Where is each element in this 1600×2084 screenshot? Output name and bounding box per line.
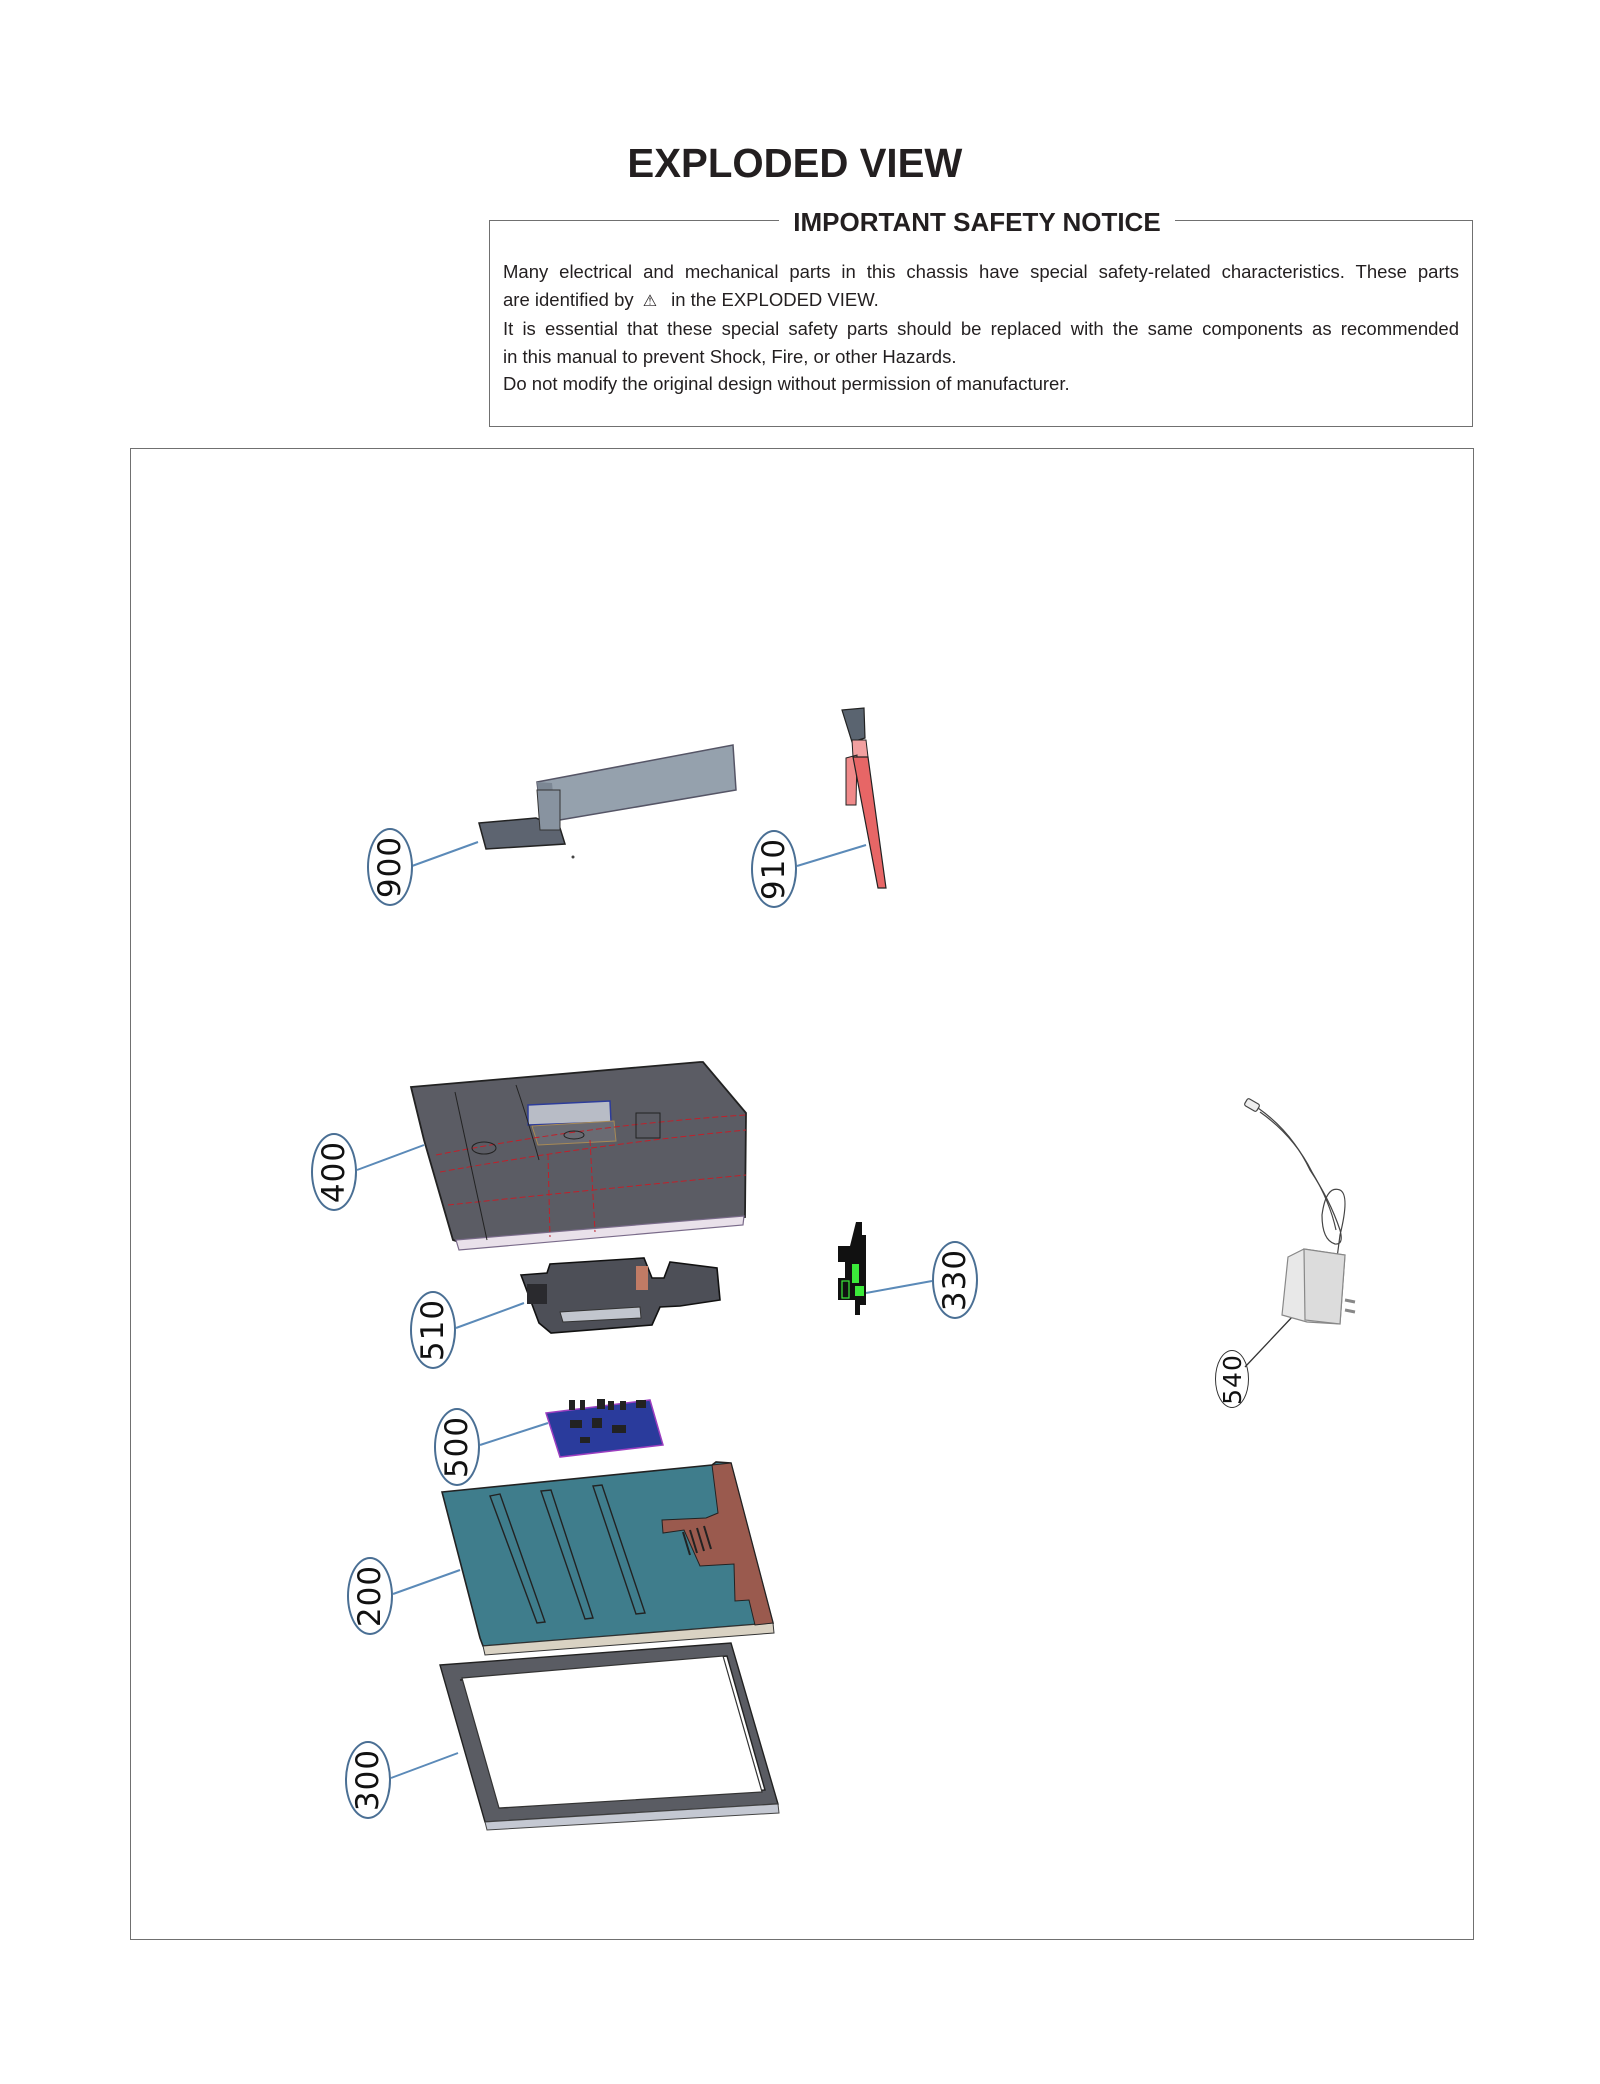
leader-line-540 bbox=[1245, 1315, 1294, 1367]
callout-910-label: 910 bbox=[756, 837, 793, 901]
leader-line-910 bbox=[797, 845, 866, 866]
callout-330-label: 330 bbox=[937, 1248, 974, 1312]
callout-910[interactable] bbox=[751, 830, 797, 908]
notice-line-2-end: in the EXPLODED VIEW. bbox=[671, 288, 879, 310]
part-200-lcd-panel bbox=[442, 1462, 774, 1655]
callout-540-label: 540 bbox=[1217, 1353, 1247, 1405]
page-title-text: EXPLODED VIEW bbox=[627, 140, 963, 186]
part-400-back-cover bbox=[411, 1062, 746, 1250]
notice-line-2-start: are identified by bbox=[503, 288, 634, 310]
callout-900[interactable] bbox=[367, 828, 413, 906]
part-910-stand-arm bbox=[842, 708, 886, 888]
part-900-stand-neck bbox=[479, 745, 736, 859]
part-540-ac-adapter bbox=[1244, 1098, 1355, 1324]
notice-line-5: Do not modify the original design without permission of manufacturer. bbox=[503, 373, 1070, 394]
leader-line-900 bbox=[412, 842, 478, 866]
leader-line-510 bbox=[456, 1303, 524, 1328]
warning-triangle-icon: ⚠ bbox=[642, 292, 658, 310]
part-500-main-board bbox=[546, 1399, 663, 1457]
safety-notice-title-text: IMPORTANT SAFETY NOTICE bbox=[779, 207, 1174, 237]
part-330-key-board bbox=[838, 1222, 866, 1315]
callout-540[interactable] bbox=[1215, 1350, 1249, 1408]
callout-900-label: 900 bbox=[372, 835, 409, 899]
notice-line-4: in this manual to prevent Shock, Fire, or other Hazards. bbox=[503, 345, 957, 367]
part-510-power-board bbox=[521, 1258, 720, 1333]
callout-510-label: 510 bbox=[415, 1298, 452, 1362]
callout-200[interactable] bbox=[347, 1557, 393, 1635]
callout-330[interactable] bbox=[932, 1241, 978, 1319]
notice-line-1: Many electrical and mechanical parts in this chassis have special safety-related characteristics. These parts bbox=[503, 261, 1459, 282]
callout-500-label: 500 bbox=[439, 1415, 476, 1479]
leader-line-300 bbox=[391, 1753, 458, 1778]
notice-line-3: It is essential that these special safety parts should be replaced with the same components as recommended bbox=[503, 318, 1459, 339]
leader-line-400 bbox=[357, 1145, 424, 1170]
callout-400-label: 400 bbox=[316, 1140, 353, 1204]
callout-400[interactable] bbox=[311, 1133, 357, 1211]
part-300-front-bezel bbox=[440, 1643, 779, 1830]
leader-line-200 bbox=[393, 1570, 460, 1594]
callout-300-label: 300 bbox=[350, 1748, 387, 1812]
callout-510[interactable] bbox=[410, 1291, 456, 1369]
callout-200-label: 200 bbox=[352, 1564, 389, 1628]
callout-300[interactable] bbox=[345, 1741, 391, 1819]
leader-line-330 bbox=[866, 1281, 932, 1293]
callout-500[interactable] bbox=[434, 1408, 480, 1486]
leader-line-500 bbox=[480, 1423, 548, 1445]
